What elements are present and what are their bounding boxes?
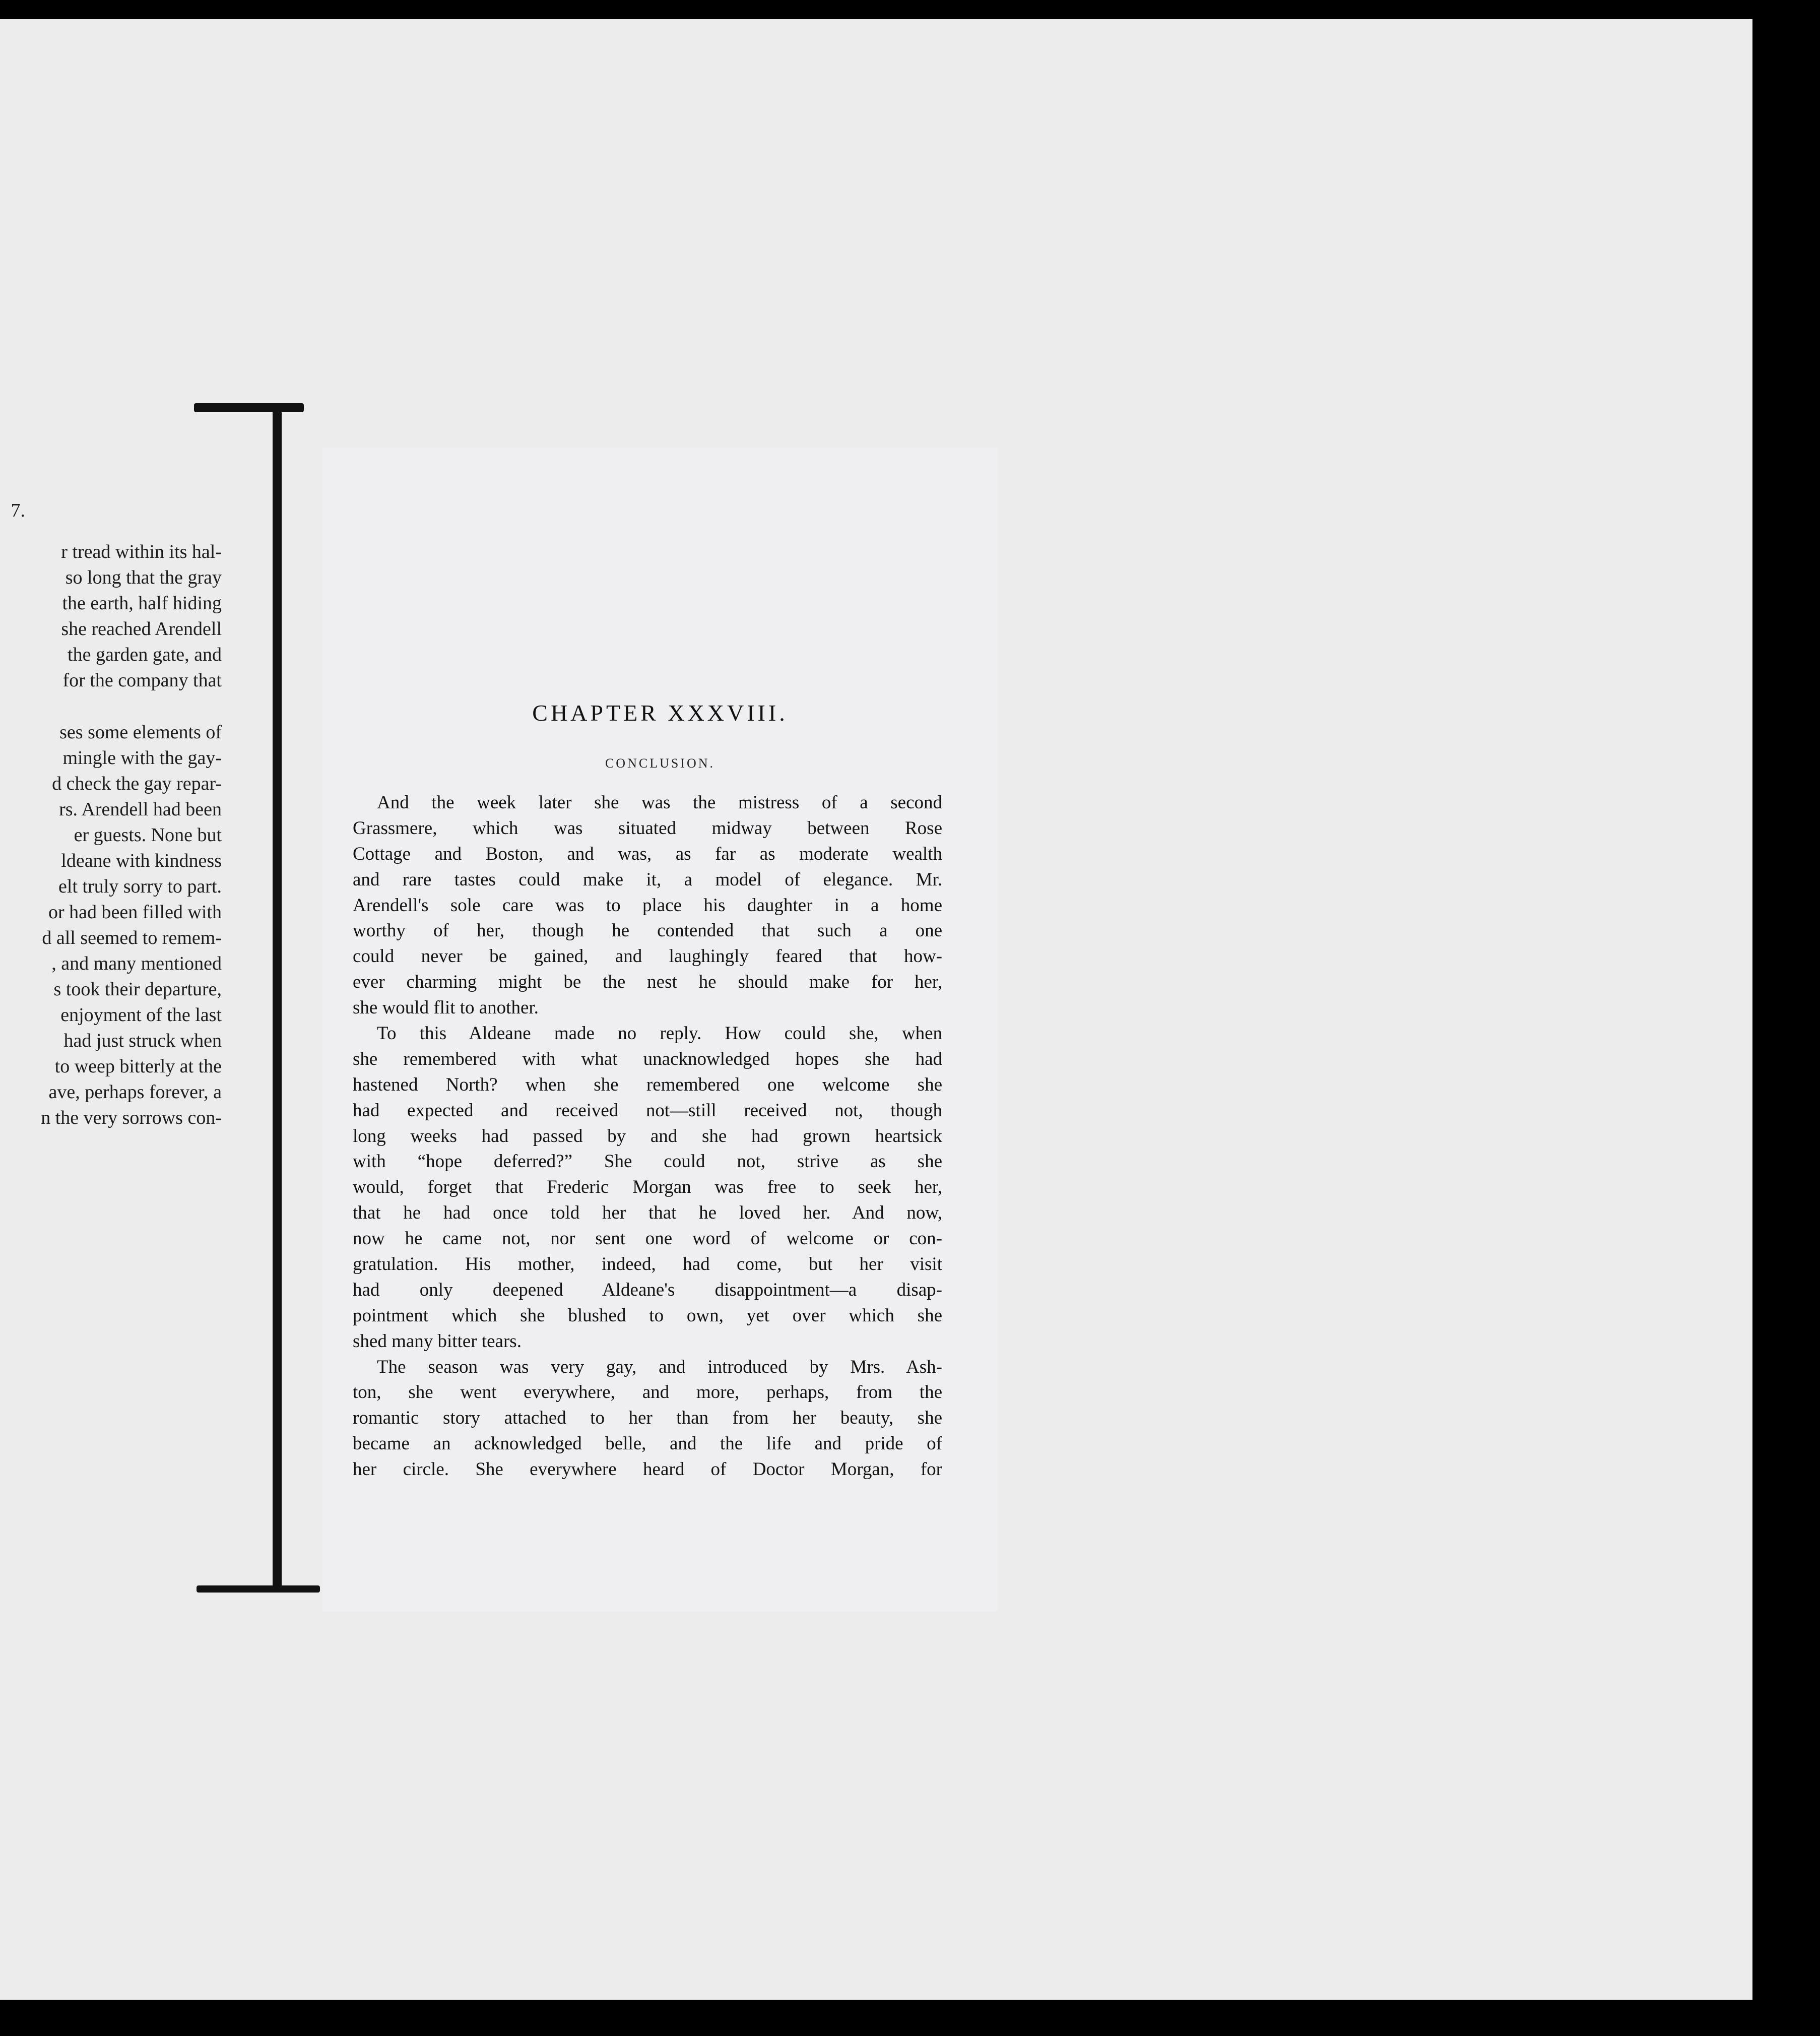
text-line: would, forget that Frederic Morgan was free to seek her, <box>353 1177 942 1198</box>
text-line: ton, she went everywhere, and more, perhaps, from the <box>353 1382 942 1403</box>
left-page-line: s took their departure, <box>53 979 222 1000</box>
text-line: became an acknowledged belle, and the life and pride of <box>353 1433 942 1454</box>
text-line: hastened North? when she remembered one welcome she <box>353 1074 942 1095</box>
left-page-line: er guests. None but <box>74 824 222 846</box>
left-page-line: r tread within its hal- <box>61 541 222 562</box>
left-page-line: elt truly sorry to part. <box>58 876 222 897</box>
left-page-line: ldeane with kindness <box>61 850 222 871</box>
text-line: and rare tastes could make it, a model of elegance. Mr. <box>353 869 942 890</box>
left-page-line: d all seemed to remem- <box>42 927 222 948</box>
left-page-line: rs. Arendell had been <box>59 799 222 820</box>
left-page-line: for the company that <box>62 670 222 691</box>
left-page-line: or had been filled with <box>48 902 222 923</box>
scan-border-bottom <box>0 2000 1820 2036</box>
text-line: could never be gained, and laughingly feared that how- <box>353 946 942 967</box>
text-line: And the week later she was the mistress of a second <box>377 792 942 813</box>
text-line: worthy of her, though he contended that such a one <box>353 920 942 941</box>
scan-border-right <box>1752 40 1820 2036</box>
clamp-upright <box>273 407 282 1590</box>
text-line: now he came not, nor sent one word of welcome or con- <box>353 1228 942 1249</box>
left-page-line: , and many mentioned <box>51 953 222 974</box>
left-facing-page-fragment <box>0 498 242 1153</box>
book-page <box>322 448 998 1612</box>
left-page-line: so long that the gray <box>65 567 222 588</box>
text-line: that he had once told her that he loved her. And now, <box>353 1202 942 1224</box>
clamp-top-arm <box>194 403 304 412</box>
text-line: romantic story attached to her than from her beauty, she <box>353 1408 942 1429</box>
left-page-line: enjoyment of the last <box>60 1004 222 1026</box>
text-line: Arendell's sole care was to place his daughter in a home <box>353 895 942 916</box>
text-line: long weeks had passed by and she had grown heartsick <box>353 1125 942 1147</box>
text-line: had only deepened Aldeane's disappointment—a disap- <box>353 1279 942 1300</box>
left-page-line: she reached Arendell <box>61 618 222 640</box>
chapter-body-text <box>353 790 942 1483</box>
left-page-line: the earth, half hiding <box>62 593 222 614</box>
text-line: Grassmere, which was situated midway between Rose <box>353 817 942 839</box>
chapter-subtitle: CONCLUSION. <box>605 756 716 771</box>
text-line: had expected and received not—still received not, though <box>353 1100 942 1121</box>
clamp-bottom-arm <box>197 1585 320 1593</box>
text-line: shed many bitter tears. <box>353 1330 522 1352</box>
text-line: her circle. She everywhere heard of Doctor Morgan, for <box>353 1459 942 1480</box>
chapter-title: CHAPTER XXXVIII. <box>532 700 788 726</box>
left-page-line: n the very sorrows con- <box>41 1107 222 1128</box>
text-line: she would flit to another. <box>353 997 539 1019</box>
left-page-line: 7. <box>11 500 25 521</box>
scanned-page-background <box>0 19 1752 2000</box>
left-page-line: ave, perhaps forever, a <box>48 1081 222 1103</box>
left-page-line: d check the gay repar- <box>52 773 222 794</box>
text-line: Cottage and Boston, and was, as far as moderate wealth <box>353 843 942 864</box>
left-page-line: ses some elements of <box>59 722 222 743</box>
text-line: To this Aldeane made no reply. How could she, when <box>377 1023 942 1044</box>
text-line: ever charming might be the nest he should make for her, <box>353 972 942 993</box>
left-page-line: had just struck when <box>63 1030 222 1051</box>
text-line: The season was very gay, and introduced by Mrs. Ash- <box>377 1356 942 1377</box>
text-line: with “hope deferred?” She could not, strive as she <box>353 1151 942 1172</box>
text-line: pointment which she blushed to own, yet over which she <box>353 1305 942 1326</box>
text-line: gratulation. His mother, indeed, had come, but her visit <box>353 1254 942 1275</box>
left-page-line: the garden gate, and <box>68 644 222 665</box>
text-line: she remembered with what unacknowledged hopes she had <box>353 1048 942 1069</box>
left-page-line: mingle with the gay- <box>62 747 222 769</box>
left-page-line: to weep bitterly at the <box>54 1056 222 1077</box>
